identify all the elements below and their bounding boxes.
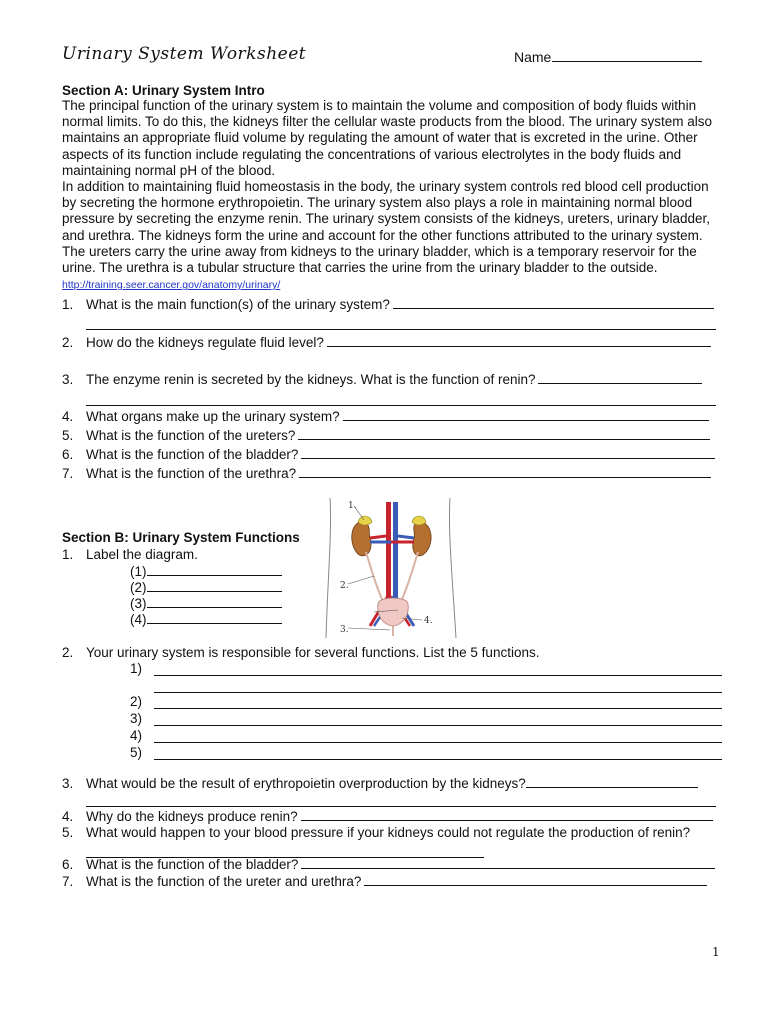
function-1-line-2[interactable]	[154, 692, 722, 693]
question-b1: 1. Label the diagram.	[62, 547, 198, 562]
name-field[interactable]	[514, 49, 702, 65]
question-text: What is the function of the urethra?	[86, 466, 297, 481]
section-b-heading: Section B: Urinary System Functions	[62, 530, 300, 545]
function-2-line[interactable]	[154, 708, 722, 709]
section-a-heading: Section A: Urinary System Intro	[62, 83, 265, 98]
diagram-number-3: 3.	[340, 625, 349, 635]
answer-blank[interactable]	[301, 447, 715, 459]
function-1-line[interactable]	[154, 675, 722, 676]
label-blank[interactable]	[147, 580, 282, 592]
function-4-line[interactable]	[154, 742, 722, 743]
question-text: What is the function of the ureters?	[86, 428, 296, 443]
question-a6: 6. What is the function of the bladder?	[62, 447, 715, 462]
question-a5: 5. What is the function of the ureters?	[62, 428, 710, 443]
section-a-intro	[62, 98, 726, 293]
question-text: Your urinary system is responsible for several functions. List the 5 functions.	[86, 645, 540, 660]
answer-blank[interactable]	[343, 409, 709, 421]
question-a2: 2. How do the kidneys regulate fluid level?	[62, 335, 711, 350]
answer-blank[interactable]	[298, 428, 710, 440]
label-blank[interactable]	[147, 564, 282, 576]
answer-blank[interactable]	[364, 874, 707, 886]
diagram-label-4: (4)	[130, 612, 282, 627]
intro-paragraph-1: The principal function of the urinary system is to maintain the volume and composition of body fluids within normal limits. To do this, the kidneys filter the cellular waste products from the blood. The urinary system also maintains an appropriate fluid volume by regulating the amount of water that is excreted in the urine. Other aspects of its function include regulating the concentrations of various electrolytes in the body fluids and maintaining normal pH of the blood.	[62, 98, 713, 178]
answer-blank[interactable]	[393, 297, 714, 309]
label-blank[interactable]	[147, 596, 282, 608]
question-b3: 3. What would be the result of erythropoietin overproduction by the kidneys?	[62, 776, 698, 791]
diagram-number-4: 4.	[424, 616, 433, 626]
question-b6: 6. What is the function of the bladder?	[62, 857, 715, 872]
question-a7: 7. What is the function of the urethra?	[62, 466, 711, 481]
right-kidney	[413, 522, 431, 556]
question-text: What is the function of the ureter and urethra?	[86, 874, 362, 889]
diagram-number-2: 2.	[340, 581, 349, 591]
question-text: The enzyme renin is secreted by the kidneys. What is the function of renin?	[86, 372, 536, 387]
question-a1: 1. What is the main function(s) of the urinary system?	[62, 297, 714, 312]
function-2: 2)	[130, 694, 143, 709]
answer-blank[interactable]	[538, 372, 702, 384]
question-text: What would happen to your blood pressure if your kidneys could not regulate the production of renin?	[86, 825, 691, 840]
function-3: 3)	[130, 711, 143, 726]
name-label: Name	[514, 49, 552, 65]
function-5-line[interactable]	[154, 759, 722, 760]
question-text: Label the diagram.	[86, 547, 198, 562]
answer-blank[interactable]	[526, 776, 698, 788]
question-text: Why do the kidneys produce renin?	[86, 809, 298, 824]
function-3-line[interactable]	[154, 725, 722, 726]
question-b4: 4. Why do the kidneys produce renin?	[62, 809, 713, 824]
intro-paragraph-2	[62, 179, 726, 293]
question-text: How do the kidneys regulate fluid level?	[86, 335, 324, 350]
question-text: What is the main function(s) of the urinary system?	[86, 297, 390, 312]
answer-blank[interactable]	[301, 857, 715, 869]
function-5: 5)	[130, 745, 143, 760]
question-text: What organs make up the urinary system?	[86, 409, 340, 424]
answer-blank[interactable]	[301, 809, 713, 821]
question-a4: 4. What organs make up the urinary system?	[62, 409, 709, 424]
question-text: What would be the result of erythropoietin overproduction by the kidneys?	[86, 776, 526, 791]
diagram-label-1: (1)	[130, 564, 282, 579]
answer-blank[interactable]	[327, 335, 711, 347]
answer-line[interactable]	[86, 405, 716, 406]
question-b5: 5. What would happen to your blood pressure if your kidneys could not regulate the production of renin?	[62, 825, 691, 840]
question-b2: 2. Your urinary system is responsible for several functions. List the 5 functions.	[62, 645, 540, 660]
answer-line[interactable]	[86, 329, 716, 330]
function-1: 1)	[130, 661, 143, 676]
page-number: 1	[712, 945, 720, 959]
function-4: 4)	[130, 728, 143, 743]
question-text: What is the function of the bladder?	[86, 857, 299, 872]
question-text: What is the function of the bladder?	[86, 447, 299, 462]
question-b7: 7. What is the function of the ureter and urethra?	[62, 874, 707, 889]
diagram-label-2: (2)	[130, 580, 282, 595]
diagram-number-1: 1.	[348, 501, 357, 511]
question-a3: 3. The enzyme renin is secreted by the kidneys. What is the function of renin?	[62, 372, 702, 387]
diagram-label-3: (3)	[130, 596, 282, 611]
left-kidney	[352, 522, 371, 556]
answer-blank[interactable]	[299, 466, 711, 478]
bladder	[378, 598, 408, 626]
intro-paragraph-2-text: In addition to maintaining fluid homeostasis in the body, the urinary system controls red blood cell production by secreting the hormone erythropoietin. The urinary system also plays a role in maintaining normal blood pressure by secreting the enzyme renin. The urinary system consists of the kidneys, ureters, urinary bladder, and urethra. The kidneys form the urine and account for the other functions attributed to the urinary system. The ureters carry the urine away from kidneys to the urinary bladder, which is a temporary reservoir for the urine. The urethra is a tubular structure that carries the urine from the urinary bladder to the outside.	[62, 179, 711, 276]
label-blank[interactable]	[147, 612, 282, 624]
name-blank[interactable]	[552, 49, 702, 62]
worksheet-title: Urinary System Worksheet	[62, 44, 307, 64]
reference-link[interactable]: http://training.seer.cancer.gov/anatomy/urinary/	[62, 279, 281, 292]
answer-line[interactable]	[86, 806, 716, 807]
urinary-system-diagram	[318, 492, 464, 638]
